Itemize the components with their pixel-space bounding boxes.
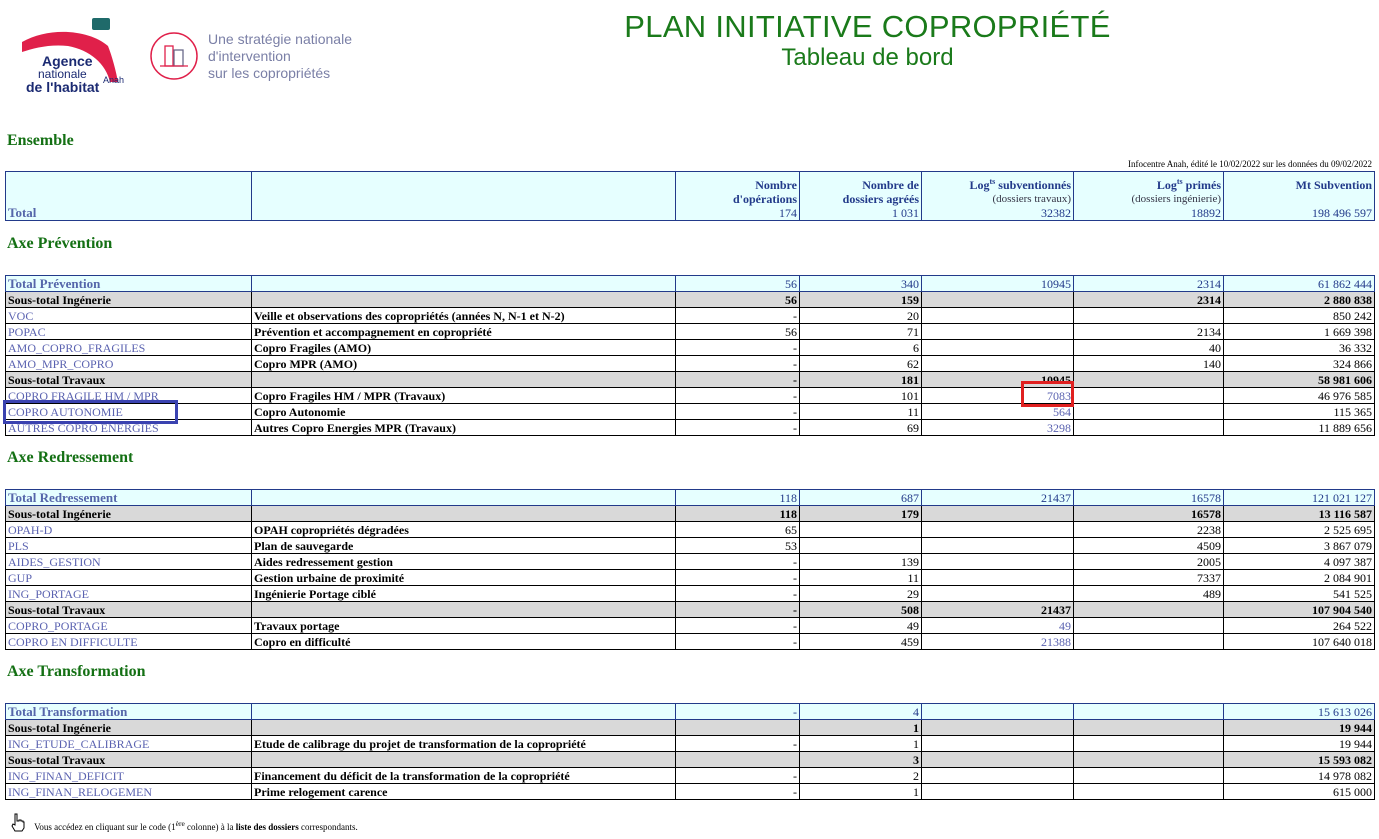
summary-table (5, 171, 1375, 221)
summary-row (6, 172, 1375, 221)
cell-logts-primes: 2238 (1074, 522, 1224, 538)
operation-code-link[interactable]: ING_FINAN_DEFICIT (6, 768, 252, 784)
operation-code-link[interactable]: OPAH-D (6, 522, 252, 538)
cell-mt-subvention: 2 880 838 (1224, 292, 1375, 308)
operation-code-link[interactable]: AMO_MPR_COPRO (6, 356, 252, 372)
cell-description: Aides redressement gestion (252, 554, 676, 570)
cell-operations: - (676, 420, 800, 436)
cell-dossiers: 159 (800, 292, 922, 308)
cell-mt-subvention: 4 097 387 (1224, 554, 1375, 570)
cell-dossiers: 1 (800, 784, 922, 800)
total-logts-subventionnes (922, 704, 1074, 720)
subtotal-row (6, 752, 1375, 768)
subtitle: Tableau de bord (781, 44, 954, 71)
operation-code-link[interactable]: COPRO EN DIFFICULTE (6, 634, 252, 650)
cell-logts-primes: 16578 (1074, 506, 1224, 522)
cell-dossiers: 11 (800, 570, 922, 586)
cell-logts-primes: 7337 (1074, 570, 1224, 586)
cell-logts-primes: 2005 (1074, 554, 1224, 570)
total-description (252, 490, 676, 506)
cell-code: Sous-total Ingénerie (6, 506, 252, 522)
cell-operations: 56 (676, 292, 800, 308)
cell-operations (676, 720, 800, 736)
cell-logts-primes (1074, 308, 1224, 324)
cell-description: OPAH copropriétés dégradées (252, 522, 676, 538)
total-description (252, 276, 676, 292)
table-row (6, 768, 1375, 784)
cell-mt-subvention: 14 978 082 (1224, 768, 1375, 784)
summary-mt-subvention: Mt Subvention 198 496 597 (1224, 172, 1375, 221)
total-code: Total Prévention (6, 276, 252, 292)
cell-description (252, 720, 676, 736)
cell-description: Copro Autonomie (252, 404, 676, 420)
cell-logts-subventionnes: 10945 (922, 372, 1074, 388)
anah-logo-acronym: Anah (103, 75, 125, 85)
total-description (252, 704, 676, 720)
cell-operations: 65 (676, 522, 800, 538)
cell-dossiers (800, 522, 922, 538)
cell-mt-subvention: 107 640 018 (1224, 634, 1375, 650)
section-ensemble: Ensemble (7, 132, 74, 149)
cell-mt-subvention: 46 976 585 (1224, 388, 1375, 404)
cell-logts-subventionnes[interactable]: 564 (922, 404, 1074, 420)
cell-dossiers: 179 (800, 506, 922, 522)
initiative-copro-logo (148, 30, 200, 82)
cell-logts-subventionnes (922, 784, 1074, 800)
cell-logts-primes (1074, 602, 1224, 618)
cell-logts-primes (1074, 768, 1224, 784)
cell-mt-subvention: 615 000 (1224, 784, 1375, 800)
cell-operations: - (676, 372, 800, 388)
cell-dossiers: 29 (800, 586, 922, 602)
cell-description: Gestion urbaine de proximité (252, 570, 676, 586)
cell-mt-subvention: 541 525 (1224, 586, 1375, 602)
cell-mt-subvention: 15 593 082 (1224, 752, 1375, 768)
cell-logts-primes: 4509 (1074, 538, 1224, 554)
cell-description: Copro en difficulté (252, 634, 676, 650)
cell-logts-subventionnes (922, 586, 1074, 602)
total-logts-primes: 2314 (1074, 276, 1224, 292)
cell-operations: - (676, 388, 800, 404)
operation-code-link[interactable]: COPRO_PORTAGE (6, 618, 252, 634)
cell-description (252, 602, 676, 618)
total-dossiers: 340 (800, 276, 922, 292)
cell-mt-subvention: 58 981 606 (1224, 372, 1375, 388)
cell-logts-primes (1074, 420, 1224, 436)
redressement-total-row (6, 490, 1375, 506)
page-title (560, 10, 1175, 72)
table-row (6, 554, 1375, 570)
cell-logts-primes: 40 (1074, 340, 1224, 356)
summary-operations: Nombre d'opérations 174 (676, 172, 800, 221)
cell-logts-subventionnes[interactable]: 49 (922, 618, 1074, 634)
summary-label: Total (6, 172, 252, 221)
cell-dossiers (800, 538, 922, 554)
cell-logts-primes (1074, 388, 1224, 404)
subtotal-row (6, 292, 1375, 308)
cell-description (252, 752, 676, 768)
table-row (6, 784, 1375, 800)
cell-logts-primes (1074, 634, 1224, 650)
cell-dossiers: 49 (800, 618, 922, 634)
table-row (6, 618, 1375, 634)
cell-logts-primes (1074, 372, 1224, 388)
cell-dossiers: 1 (800, 720, 922, 736)
operation-code-link[interactable]: ING_ETUDE_CALIBRAGE (6, 736, 252, 752)
cell-operations: - (676, 356, 800, 372)
total-mt-subvention: 61 862 444 (1224, 276, 1375, 292)
cell-operations: - (676, 736, 800, 752)
table-row (6, 634, 1375, 650)
cell-description: Veille et observations des copropriétés (années N, N-1 et N-2) (252, 308, 676, 324)
total-code: Total Redressement (6, 490, 252, 506)
total-dossiers: 4 (800, 704, 922, 720)
cell-dossiers: 11 (800, 404, 922, 420)
operation-code-link[interactable]: AIDES_GESTION (6, 554, 252, 570)
cell-mt-subvention: 2 084 901 (1224, 570, 1375, 586)
operation-code-link[interactable]: AMO_COPRO_FRAGILES (6, 340, 252, 356)
table-row (6, 356, 1375, 372)
cell-operations: - (676, 404, 800, 420)
cell-logts-subventionnes[interactable]: 7083 (922, 388, 1074, 404)
cell-logts-primes (1074, 618, 1224, 634)
total-mt-subvention: 121 021 127 (1224, 490, 1375, 506)
cell-operations: - (676, 634, 800, 650)
cell-mt-subvention: 2 525 695 (1224, 522, 1375, 538)
cell-operations: - (676, 586, 800, 602)
cell-code: Sous-total Ingénerie (6, 292, 252, 308)
cell-logts-primes: 489 (1074, 586, 1224, 602)
cell-dossiers: 508 (800, 602, 922, 618)
cell-description: Ingénierie Portage ciblé (252, 586, 676, 602)
cell-logts-subventionnes: 21437 (922, 602, 1074, 618)
operation-code-link[interactable]: ING_PORTAGE (6, 586, 252, 602)
cell-logts-primes: 140 (1074, 356, 1224, 372)
cell-operations: 118 (676, 506, 800, 522)
table-row (6, 308, 1375, 324)
cell-operations: - (676, 768, 800, 784)
cell-description: Etude de calibrage du projet de transformation de la copropriété (252, 736, 676, 752)
cell-mt-subvention: 36 332 (1224, 340, 1375, 356)
table-row (6, 388, 1375, 404)
cell-logts-primes (1074, 720, 1224, 736)
prevention-table (5, 275, 1375, 436)
section-transformation: Axe Transformation (7, 663, 146, 680)
cell-dossiers: 181 (800, 372, 922, 388)
cell-operations (676, 752, 800, 768)
total-operations: 56 (676, 276, 800, 292)
cell-logts-subventionnes (922, 340, 1074, 356)
cell-logts-primes: 2134 (1074, 324, 1224, 340)
operation-code-link[interactable]: POPAC (6, 324, 252, 340)
table-row (6, 736, 1375, 752)
cell-logts-primes: 2314 (1074, 292, 1224, 308)
cell-mt-subvention: 850 242 (1224, 308, 1375, 324)
total-mt-subvention: 15 613 026 (1224, 704, 1375, 720)
cell-dossiers: 2 (800, 768, 922, 784)
summary-logts-subventionnes: Log$^{ts}$ subventionnés (dossiers travaux) 32382 (922, 172, 1074, 221)
highlight-blue-box (3, 400, 178, 424)
cell-dossiers: 62 (800, 356, 922, 372)
cell-operations: - (676, 784, 800, 800)
total-dossiers: 687 (800, 490, 922, 506)
table-row (6, 404, 1375, 420)
cell-description: Copro Fragiles HM / MPR (Travaux) (252, 388, 676, 404)
cell-description: Copro Fragiles (AMO) (252, 340, 676, 356)
subtotal-row (6, 506, 1375, 522)
total-operations: 118 (676, 490, 800, 506)
cell-dossiers: 459 (800, 634, 922, 650)
cell-description: Prime relogement carence (252, 784, 676, 800)
operation-code-link[interactable]: AUTRES COPRO ENERGIES (6, 420, 252, 436)
cell-operations: - (676, 618, 800, 634)
redressement-table (5, 489, 1375, 650)
cell-logts-primes (1074, 784, 1224, 800)
total-operations: - (676, 704, 800, 720)
summary-logts-primes: Log$^{ts}$ primés (dossiers ingénierie) 18892 (1074, 172, 1224, 221)
cell-operations: - (676, 308, 800, 324)
cell-logts-subventionnes (922, 324, 1074, 340)
cell-dossiers: 139 (800, 554, 922, 570)
cell-operations: 53 (676, 538, 800, 554)
strategy-tagline: Une stratégie nationale d'intervention sur les copropriétés (208, 31, 352, 81)
transformation-table (5, 703, 1375, 800)
cell-logts-subventionnes (922, 506, 1074, 522)
cell-description (252, 292, 676, 308)
cell-description: Copro MPR (AMO) (252, 356, 676, 372)
cell-operations: - (676, 602, 800, 618)
cell-mt-subvention: 13 116 587 (1224, 506, 1375, 522)
cell-logts-subventionnes (922, 538, 1074, 554)
total-code: Total Transformation (6, 704, 252, 720)
cell-operations: 56 (676, 324, 800, 340)
table-row (6, 324, 1375, 340)
cell-mt-subvention: 324 866 (1224, 356, 1375, 372)
cell-mt-subvention: 19 944 (1224, 720, 1375, 736)
table-row (6, 420, 1375, 436)
edition-note: Infocentre Anah, édité le 10/02/2022 sur les données du 09/02/2022 (1128, 159, 1372, 169)
section-redressement: Axe Redressement (7, 449, 134, 466)
prevention-total-row (6, 276, 1375, 292)
highlight-red-box (1021, 381, 1074, 407)
cell-mt-subvention: 107 904 540 (1224, 602, 1375, 618)
cell-operations: - (676, 570, 800, 586)
cell-description: Autres Copro Energies MPR (Travaux) (252, 420, 676, 436)
cell-logts-subventionnes (922, 570, 1074, 586)
table-row (6, 586, 1375, 602)
cell-description: Travaux portage (252, 618, 676, 634)
title: PLAN INITIATIVE COPROPRIÉTÉ (624, 9, 1111, 44)
total-logts-subventionnes: 21437 (922, 490, 1074, 506)
cell-logts-subventionnes (922, 720, 1074, 736)
cell-logts-subventionnes (922, 736, 1074, 752)
cell-logts-primes (1074, 752, 1224, 768)
footnote: Vous accédez en cliquant sur le code (1ère colonne) à la liste des dossiers correspondants. (8, 812, 358, 832)
cell-logts-subventionnes (922, 768, 1074, 784)
operation-code-link[interactable]: GUP (6, 570, 252, 586)
total-logts-subventionnes: 10945 (922, 276, 1074, 292)
cell-dossiers: 101 (800, 388, 922, 404)
cell-logts-subventionnes[interactable]: 3298 (922, 420, 1074, 436)
cell-logts-primes (1074, 736, 1224, 752)
operation-code-link[interactable]: ING_FINAN_RELOGEMEN (6, 784, 252, 800)
section-prevention: Axe Prévention (7, 235, 113, 252)
cell-mt-subvention: 19 944 (1224, 736, 1375, 752)
cell-code: Sous-total Ingénerie (6, 720, 252, 736)
anah-logo-text: Agence nationale de l'habitat (26, 53, 100, 95)
cell-dossiers: 71 (800, 324, 922, 340)
cell-mt-subvention: 115 365 (1224, 404, 1375, 420)
table-row (6, 340, 1375, 356)
cell-dossiers: 1 (800, 736, 922, 752)
cell-logts-subventionnes (922, 522, 1074, 538)
subtotal-row (6, 602, 1375, 618)
cell-mt-subvention: 3 867 079 (1224, 538, 1375, 554)
table-row (6, 570, 1375, 586)
subtotal-row (6, 372, 1375, 388)
cell-logts-subventionnes (922, 554, 1074, 570)
total-logts-primes: 16578 (1074, 490, 1224, 506)
cell-mt-subvention: 1 669 398 (1224, 324, 1375, 340)
cell-dossiers: 6 (800, 340, 922, 356)
cell-logts-primes (1074, 404, 1224, 420)
cell-code: Sous-total Travaux (6, 372, 252, 388)
cell-operations: - (676, 340, 800, 356)
cell-logts-subventionnes (922, 292, 1074, 308)
cell-logts-subventionnes (922, 308, 1074, 324)
transformation-total-row (6, 704, 1375, 720)
cell-mt-subvention: 11 889 656 (1224, 420, 1375, 436)
cell-dossiers: 69 (800, 420, 922, 436)
cell-operations: - (676, 554, 800, 570)
cell-description: Plan de sauvegarde (252, 538, 676, 554)
cell-description (252, 372, 676, 388)
cell-logts-subventionnes (922, 752, 1074, 768)
cell-mt-subvention: 264 522 (1224, 618, 1375, 634)
cell-dossiers: 3 (800, 752, 922, 768)
total-logts-primes (1074, 704, 1224, 720)
cell-code: Sous-total Travaux (6, 752, 252, 768)
operation-code-link[interactable]: COPRO AUTONOMIE (6, 404, 252, 420)
table-row (6, 538, 1375, 554)
cell-description: Prévention et accompagnement en copropriété (252, 324, 676, 340)
operation-code-link[interactable]: VOC (6, 308, 252, 324)
table-row (6, 522, 1375, 538)
cell-description (252, 506, 676, 522)
cell-logts-subventionnes[interactable]: 21388 (922, 634, 1074, 650)
cell-code: Sous-total Travaux (6, 602, 252, 618)
operation-code-link[interactable]: COPRO FRAGILE HM / MPR (6, 388, 252, 404)
hand-pointer-icon (8, 812, 28, 832)
cell-description: Financement du déficit de la transformation de la copropriété (252, 768, 676, 784)
summary-dossiers: Nombre de dossiers agréés 1 031 (800, 172, 922, 221)
cell-logts-subventionnes (922, 356, 1074, 372)
subtotal-row (6, 720, 1375, 736)
cell-dossiers: 20 (800, 308, 922, 324)
operation-code-link[interactable]: PLS (6, 538, 252, 554)
